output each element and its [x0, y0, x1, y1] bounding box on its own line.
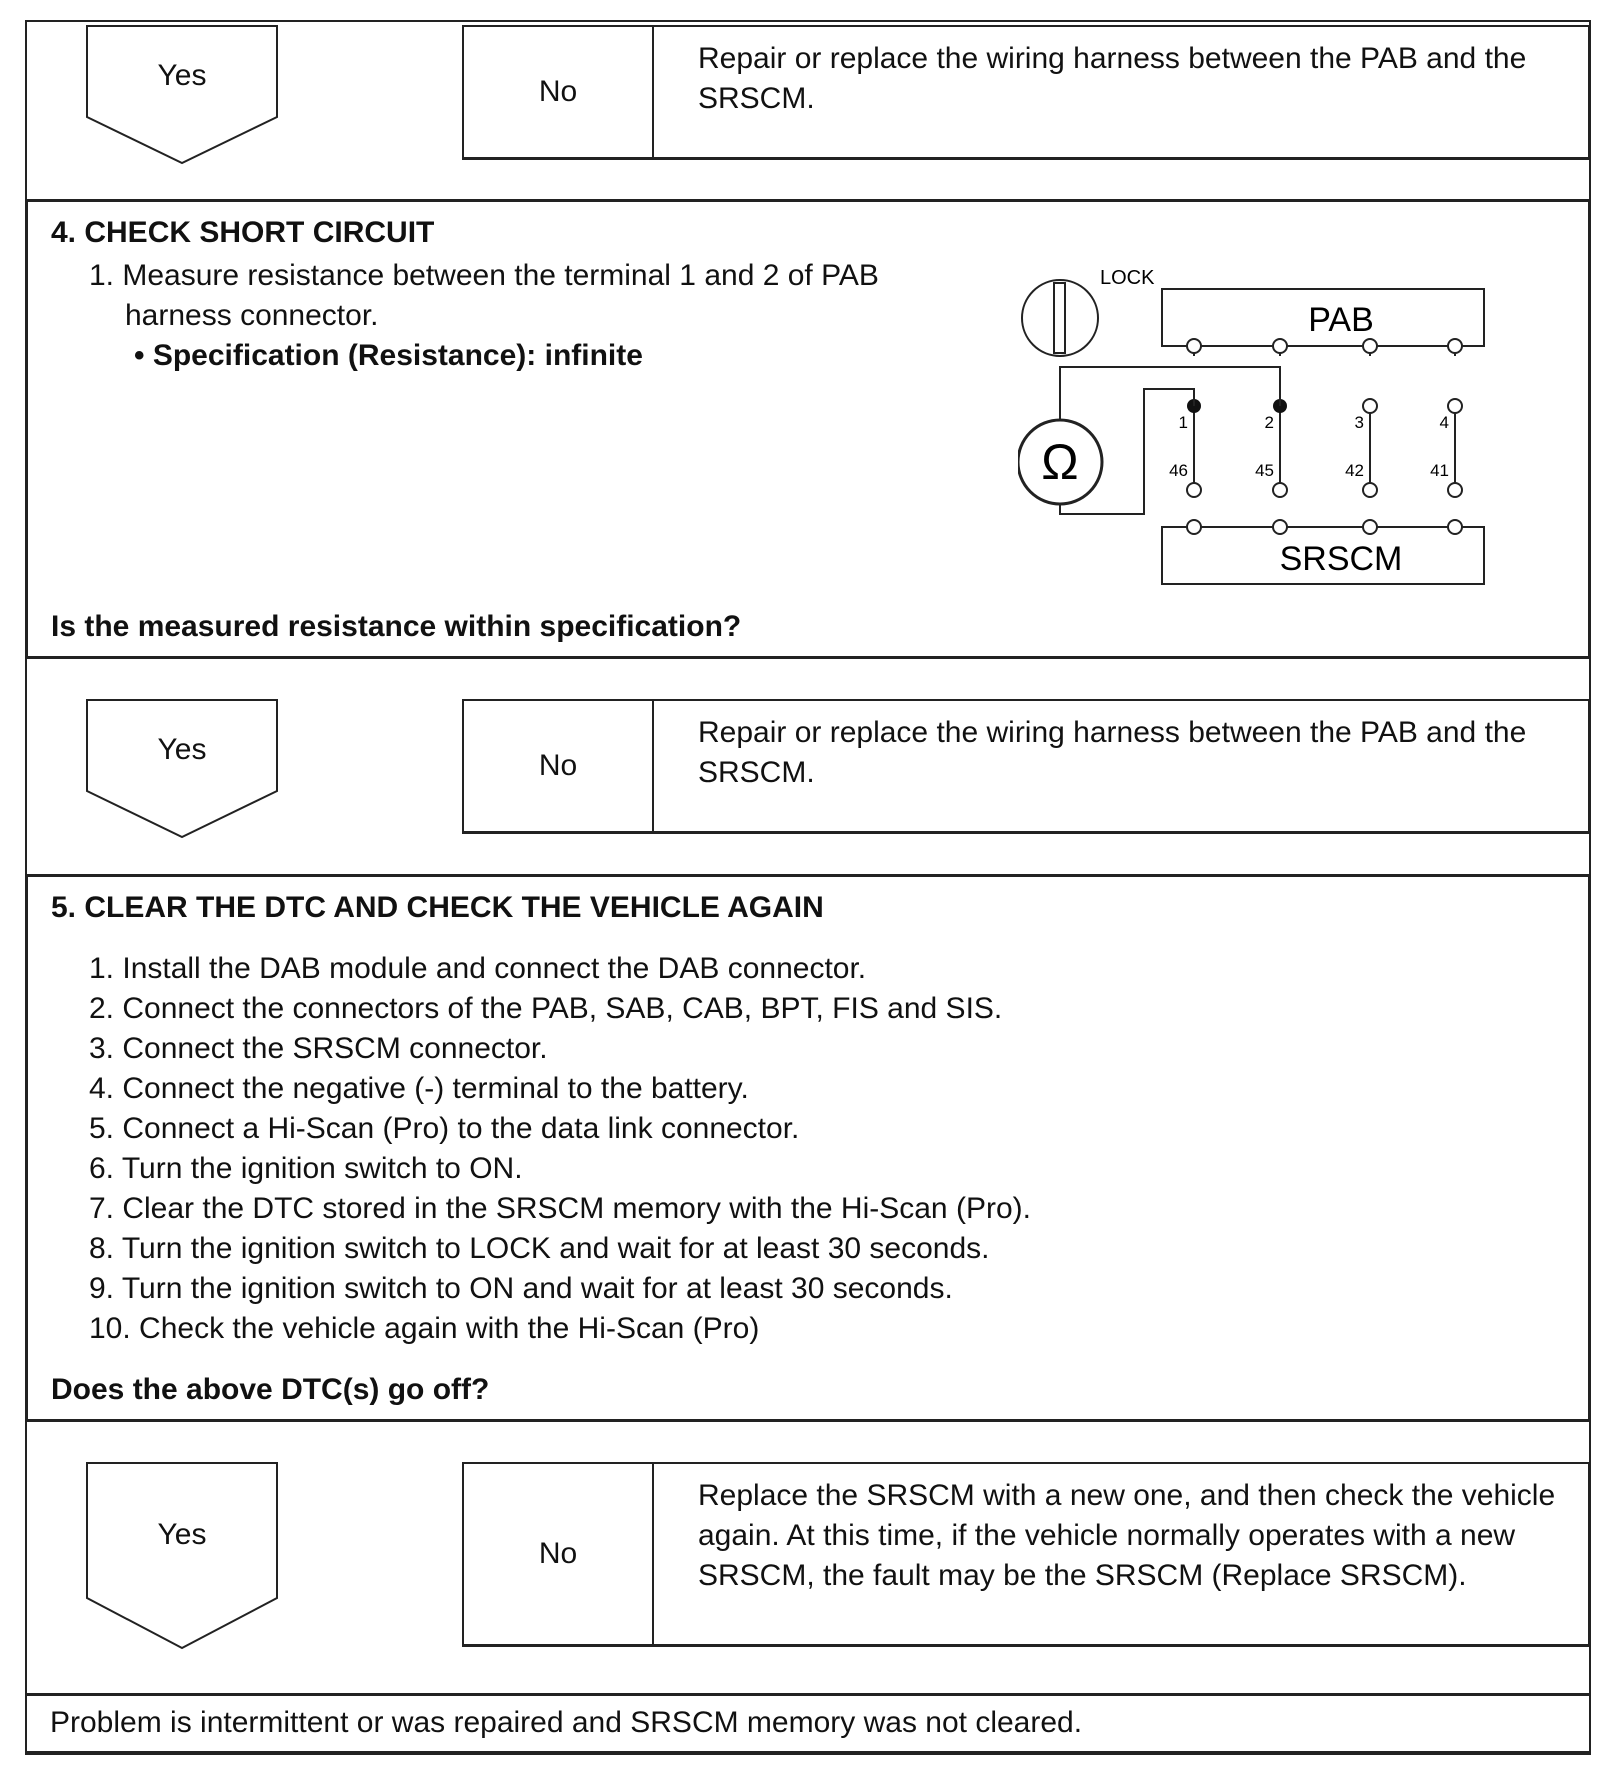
pin-number: 3: [1354, 413, 1364, 432]
down-arrow-icon: [86, 1462, 278, 1650]
step-5-question: Does the above DTC(s) go off?: [51, 1373, 490, 1406]
srscm-label: SRSCM: [1279, 540, 1403, 578]
step-4-question: Is the measured resistance within specification?: [51, 610, 742, 643]
no-label: No: [464, 701, 654, 831]
pin-number: 42: [1345, 461, 1364, 480]
pin-number: 1: [1178, 413, 1188, 432]
no-action-text: Repair or replace the wiring harness between the PAB and the SRSCM.: [698, 716, 1527, 789]
lock-label: LOCK: [1100, 267, 1155, 289]
wiring-diagram: [1018, 264, 1548, 594]
svg-text:Ω: Ω: [1041, 434, 1079, 490]
list-item: 2. Connect the connectors of the PAB, SAB, CAB, BPT, FIS and SIS.: [89, 992, 1003, 1025]
step-5-box: [25, 874, 1591, 1422]
list-item: 1. Install the DAB module and connect the DAB connector.: [89, 952, 867, 985]
yes-arrow: [86, 25, 278, 165]
step-4-instruction: [89, 256, 879, 376]
step-4-box: [25, 199, 1591, 659]
list-item: 6. Turn the ignition switch to ON.: [89, 1152, 523, 1185]
yes-label: Yes: [157, 1518, 207, 1551]
no-branch-box: [462, 25, 1591, 160]
pin-number: 2: [1264, 413, 1274, 432]
no-action-text: Repair or replace the wiring harness between the PAB and the SRSCM.: [698, 42, 1527, 115]
pin-number: 46: [1169, 461, 1188, 480]
list-item: 10. Check the vehicle again with the Hi-Scan (Pro): [89, 1312, 760, 1345]
list-item: 7. Clear the DTC stored in the SRSCM memory with the Hi-Scan (Pro).: [89, 1192, 1031, 1225]
step-5-instructions: [89, 949, 1031, 1349]
instruction-line: harness connector.: [125, 299, 379, 332]
ignition-lock-icon: [1022, 280, 1098, 356]
list-item: 5. Connect a Hi-Scan (Pro) to the data link connector.: [89, 1112, 800, 1145]
pin-number: 45: [1255, 461, 1274, 480]
no-label: No: [464, 1464, 654, 1644]
down-arrow-icon: [86, 699, 278, 839]
list-item: 9. Turn the ignition switch to ON and wait for at least 30 seconds.: [89, 1272, 953, 1305]
ohmmeter-icon: [1018, 420, 1102, 504]
pin-number: 4: [1439, 413, 1449, 432]
step-4-title: 4. CHECK SHORT CIRCUIT: [51, 216, 435, 249]
no-label: No: [464, 27, 654, 157]
list-item: 8. Turn the ignition switch to LOCK and wait for at least 30 seconds.: [89, 1232, 990, 1265]
down-arrow-icon: [86, 25, 278, 165]
list-item: 4. Connect the negative (-) terminal to the battery.: [89, 1072, 749, 1105]
no-branch-box: [462, 1462, 1591, 1647]
instruction-line: 1. Measure resistance between the terminal 1 and 2 of PAB: [89, 259, 879, 292]
step-5-title: 5. CLEAR THE DTC AND CHECK THE VEHICLE AGAIN: [51, 891, 824, 924]
no-action-text: Replace the SRSCM with a new one, and then check the vehicle again. At this time, if the vehicle normally operates with a new SRSCM, the fault may be the SRSCM (Replace SRSCM).: [698, 1479, 1556, 1592]
list-item: 3. Connect the SRSCM connector.: [89, 1032, 548, 1065]
pab-label: PAB: [1308, 301, 1374, 339]
yes-arrow: [86, 699, 278, 839]
specification: • Specification (Resistance): infinite: [134, 339, 643, 372]
pin-number: 41: [1430, 461, 1449, 480]
yes-label: Yes: [157, 733, 207, 766]
probe-lead-2: [1060, 367, 1280, 442]
yes-label: Yes: [157, 59, 207, 92]
final-note: Problem is intermittent or was repaired and SRSCM memory was not cleared.: [25, 1693, 1591, 1753]
yes-arrow: [86, 1462, 278, 1602]
no-branch-box: [462, 699, 1591, 834]
